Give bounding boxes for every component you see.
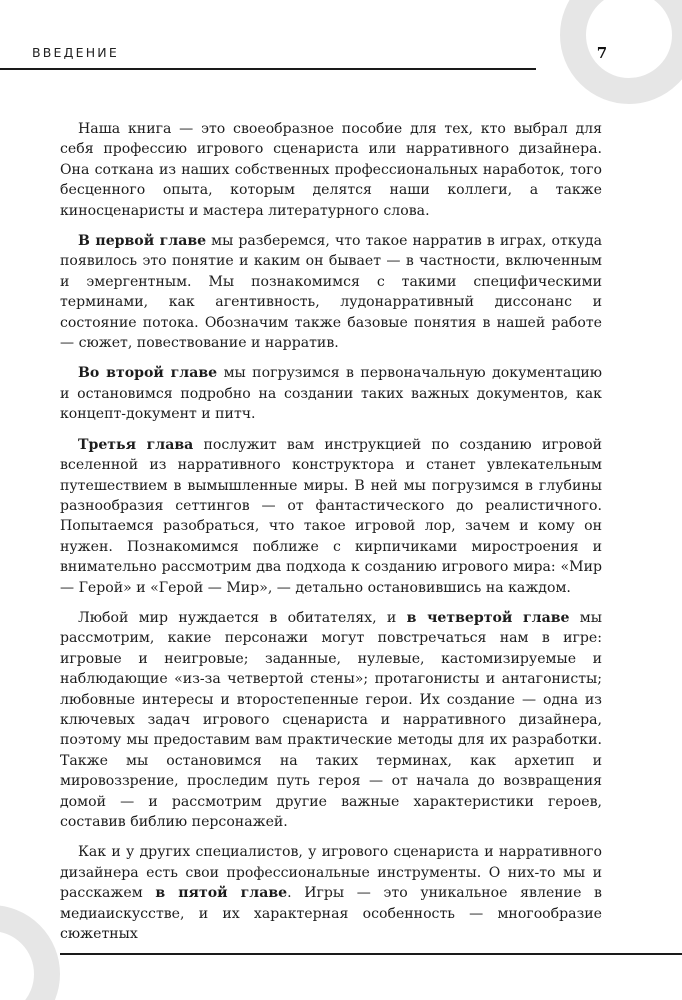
- header-rule: [0, 68, 536, 70]
- paragraph-chapter-4: [60, 608, 602, 832]
- paragraph-mid-text: Как и у других специалистов, у игрового сценариста и нарративного дизайнера есть свои профессиональные инструменты. О них-то мы и расскажем: [60, 844, 602, 902]
- paragraph-chapter-1: [60, 231, 602, 353]
- paragraph-intro: [60, 119, 602, 221]
- paragraph-inner-bold: в четвертой главе: [406, 609, 570, 626]
- paragraph-chapter-3: [60, 435, 602, 598]
- paragraph-mid-text: Любой мир нуждается в обитателях, и: [78, 609, 407, 626]
- footer-rule: [60, 953, 682, 955]
- paragraph-chapter-5: [60, 842, 602, 944]
- paragraph-lead-bold: Во второй главе: [78, 365, 218, 382]
- paragraph-text: мы рассмотрим, какие персонажи могут повстречаться нам в игре: игровые и неигровые; заданные, нулевые, кастомизируемые и наблюдающие «из-за четвертой стены»; протагонисты и антагонисты; любовные интересы и второстепенные герои. Их создание — одна из ключевых задач игрового сценариста и нарративного дизайнера, поэтому мы предоставим вам практические методы для их разработки. Также мы остановимся на таких терминах, как архетип и мировоззрение, проследим путь героя — от начала до возвращения домой — и рассмотрим другие важные характеристики героев, составив библию персонажей.: [60, 609, 602, 830]
- paragraph-inner-bold: в пятой главе: [155, 885, 288, 902]
- paragraph-lead-bold: В первой главе: [78, 233, 207, 250]
- paragraph-text: мы погрузимся в первоначальную документацию и остановимся подробно на создании таких важных документов, как концепт-документ и питч.: [60, 365, 602, 423]
- decorative-ring-bottom: [0, 905, 60, 1000]
- body-text: [60, 119, 602, 954]
- page-number: 7: [596, 44, 608, 62]
- paragraph-text: . Игры — это уникальное явление в медиаискусстве, и их характерная особенность — многообразие сюжетных: [60, 885, 602, 943]
- paragraph-text: Наша книга — это своеобразное пособие для тех, кто выбрал для себя профессию игрового сценариста или нарративного дизайнера. Она соткана из наших собственных профессиональных наработок, того бесценного опыта, которым делятся наши коллеги, а также киносценаристы и мастера литературного слова.: [60, 121, 602, 219]
- paragraph-text: послужит вам инструкцией по созданию игровой вселенной из нарративного конструктора и станет увлекательным путешествием в вымышленные миры. В ней мы погрузимся в глубины разнообразия сеттингов — от фантастического до реалистичного. Попытаемся разобраться, что такое игровой лор, зачем и кому он нужен. Познакомимся поближе с кирпичиками миростроения и внимательно рассмотрим два подхода к созданию игрового мира: «Мир — Герой» и «Герой — Мир», — детально остановившись на каждом.: [60, 436, 603, 596]
- paragraph-text: мы разберемся, что такое нарратив в играх, откуда появилось это понятие и каким он бывает — в частности, включенным и эмергентным. Мы познакомимся с такими специфическими терминами, как агентивность, лудонарративный диссонанс и состояние потока. Обозначим также базовые понятия в нашей работе — сюжет, повествование и нарратив.: [60, 233, 602, 352]
- decorative-ring-top: [560, 0, 682, 104]
- paragraph-lead-bold: Третья глава: [78, 436, 194, 453]
- running-head: ВВЕДЕНИЕ: [32, 45, 119, 60]
- paragraph-chapter-2: [60, 363, 602, 424]
